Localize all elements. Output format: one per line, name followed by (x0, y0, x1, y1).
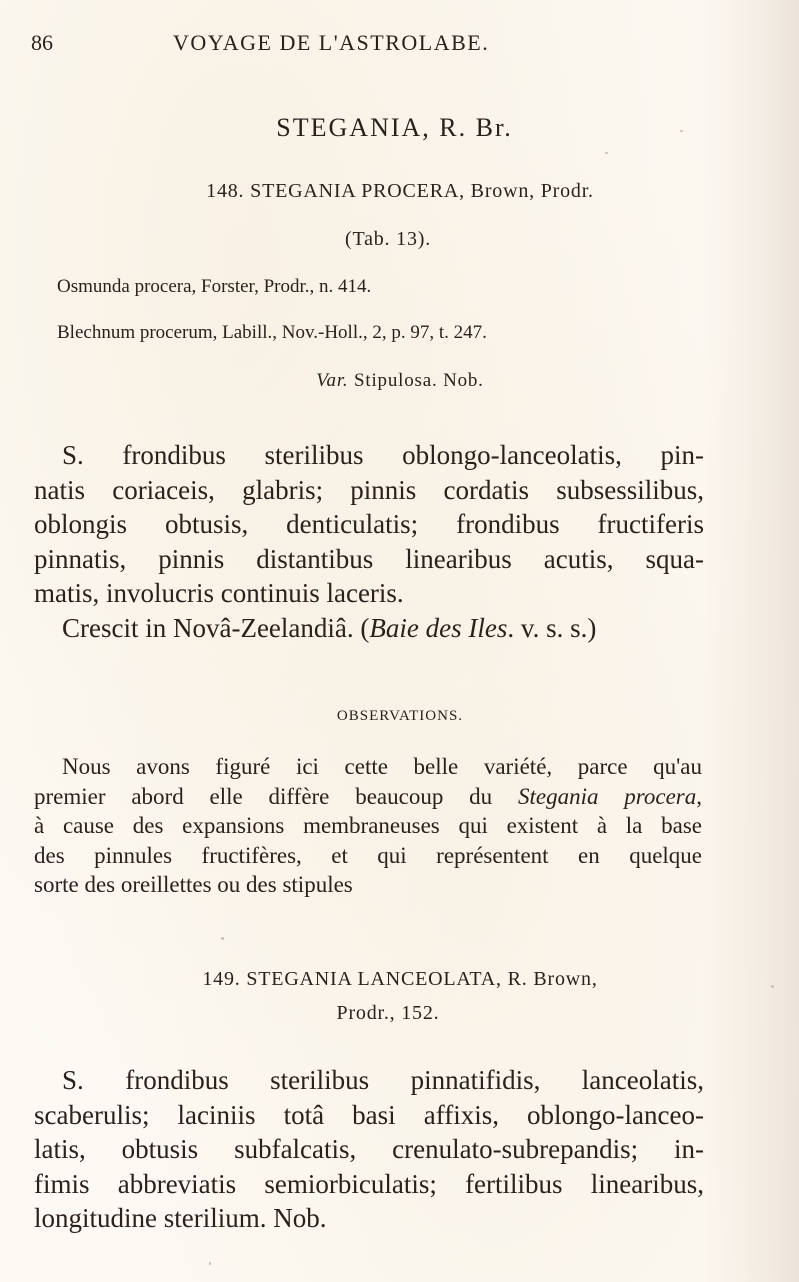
description-line: matis, involucris continuis laceris. (34, 578, 404, 608)
description-line: latis, obtusis subfalcatis, crenulato-subrepandis; in- (34, 1134, 704, 1164)
variety-text: Stipulosa. Nob. (348, 370, 484, 391)
genus-heading: STEGANIA, R. Br. (276, 113, 513, 142)
description-line: oblongis obtusis, denticulatis; frondibus fructiferis (34, 509, 704, 539)
variety-line (40, 370, 760, 392)
observation-line: Nous avons figuré ici cette belle variété, parce qu'au (62, 754, 702, 779)
species-148-description (34, 438, 704, 645)
observation-line: à cause des expansions membraneuses qui existent à la base (34, 813, 702, 838)
habitat-locality: Baie des Iles (369, 612, 508, 643)
habitat-prefix: Crescit in Novâ-Zeelandiâ. ( (62, 612, 370, 643)
species-name-italic: Stegania procera (517, 783, 697, 809)
description-line: S. frondibus sterilibus oblongo-lanceolatis, pin- (62, 440, 704, 470)
paper-speck (221, 937, 224, 940)
description-line: S. frondibus sterilibus pinnatifidis, lanceolatis, (62, 1065, 704, 1095)
description-line: longitudine sterilium. Nob. (34, 1203, 327, 1233)
observation-line: premier abord elle diffère beaucoup du Stegania procera, (34, 783, 702, 809)
variety-label: Var. (316, 370, 349, 391)
description-line: pinnatis, pinnis distantibus linearibus acutis, squa- (34, 543, 704, 574)
synonym-blechnum: Blechnum procerum, Labill., Nov.-Holl., 2, p. 97, t. 247. (57, 322, 487, 343)
species-148-title: 148. STEGANIA PROCERA, Brown, Prodr. (206, 180, 594, 202)
species-148-plate: (Tab. 13). (344, 228, 432, 250)
observations-heading: OBSERVATIONS. (336, 708, 464, 724)
description-line: natis coriaceis, glabris; pinnis cordatis subsessilibus, (34, 474, 704, 505)
species-149-description (34, 1063, 704, 1236)
running-title: VOYAGE DE L'ASTROLABE. (173, 30, 490, 55)
species-149-reference: Prodr., 152. (336, 1002, 440, 1024)
description-line: fimis abbreviatis semiorbiculatis; fertilibus linearibus, (34, 1168, 704, 1199)
habitat-line (34, 611, 704, 646)
paper-speck (680, 130, 683, 132)
observation-line: des pinnules fructifères, et qui représentent en quelque (34, 842, 702, 868)
species-149-title: 149. STEGANIA LANCEOLATA, R. Brown, (202, 968, 598, 990)
paper-speck (771, 985, 774, 988)
description-line: scaberulis; laciniis totâ basi affixis, oblongo-lanceo- (34, 1099, 704, 1130)
observation-line: sorte des oreillettes ou des stipules (34, 872, 353, 897)
habitat-suffix: . v. s. s.) (507, 612, 597, 643)
paper-speck (209, 1262, 211, 1265)
page-number: 86 (31, 30, 53, 55)
paper-speck (605, 152, 608, 154)
synonym-osmunda: Osmunda procera, Forster, Prodr., n. 414. (57, 276, 372, 297)
observations-text (34, 752, 702, 900)
